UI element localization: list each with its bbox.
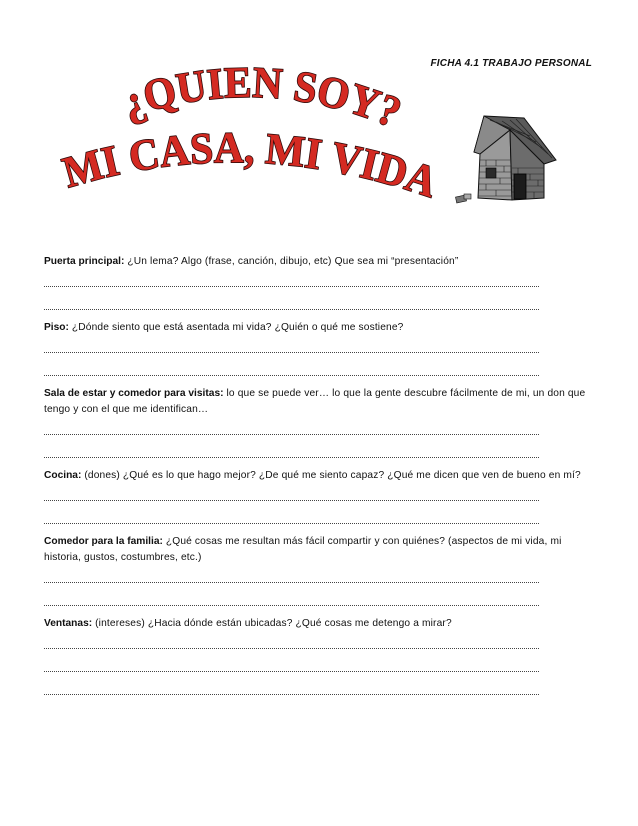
wordart-line-1: ¿QUIEN SOY? (116, 57, 409, 138)
answer-line[interactable] (44, 441, 539, 464)
question-section (44, 468, 596, 534)
question-text (44, 534, 596, 566)
question-prompt: ¿Un lema? Algo (frase, canción, dibujo, etc) Que sea mi “presentación” (124, 256, 459, 267)
question-prompt: ¿Dónde siento que está asentada mi vida? ¿Quién o qué me sostiene? (68, 322, 404, 333)
question-prompt: lo que se puede ver… lo que la gente descubre fácilmente de mi, un don que tengo y con el que me identifican… (44, 388, 586, 415)
question-label: Cocina: (44, 470, 82, 481)
question-label: Sala de estar y comedor para visitas: (44, 388, 224, 399)
answer-line[interactable] (44, 270, 539, 293)
question-label: Comedor para la familia: (44, 536, 163, 547)
question-label: Puerta principal: (44, 256, 125, 267)
answer-line[interactable] (44, 632, 539, 655)
answer-line[interactable] (44, 678, 539, 701)
question-label: Piso: (44, 322, 69, 333)
question-section (44, 320, 596, 386)
ficha-label: FICHA 4.1 TRABAJO PERSONAL (430, 58, 592, 69)
question-section (44, 534, 596, 616)
question-prompt: (intereses) ¿Hacia dónde están ubicadas? ¿Qué cosas me detengo a mirar? (92, 618, 452, 629)
question-text (44, 386, 596, 418)
question-text (44, 254, 596, 270)
worksheet-body (44, 254, 596, 705)
question-section (44, 616, 596, 705)
question-prompt: (dones) ¿Qué es lo que hago mejor? ¿De qué me siento capaz? ¿Qué me dicen que ven de bueno en mí? (81, 470, 581, 481)
answer-line[interactable] (44, 507, 539, 530)
question-label: Ventanas: (44, 618, 93, 629)
question-section (44, 254, 596, 320)
question-prompt: ¿Qué cosas me resultan más fácil compartir y con quiénes? (aspectos de mi vida, mi historia, gustos, costumbres, etc.) (44, 536, 562, 563)
question-text (44, 320, 596, 336)
question-text (44, 616, 596, 632)
answer-line[interactable] (44, 418, 539, 441)
answer-line[interactable] (44, 336, 539, 359)
answer-line[interactable] (44, 359, 539, 382)
answer-line[interactable] (44, 566, 539, 589)
answer-line[interactable] (44, 484, 539, 507)
question-section (44, 386, 596, 468)
answer-line[interactable] (44, 589, 539, 612)
stone-house-image (452, 108, 558, 208)
question-text (44, 468, 596, 484)
answer-line[interactable] (44, 655, 539, 678)
wordart-line-2: MI CASA, MI VIDA (57, 123, 446, 208)
answer-line[interactable] (44, 293, 539, 316)
